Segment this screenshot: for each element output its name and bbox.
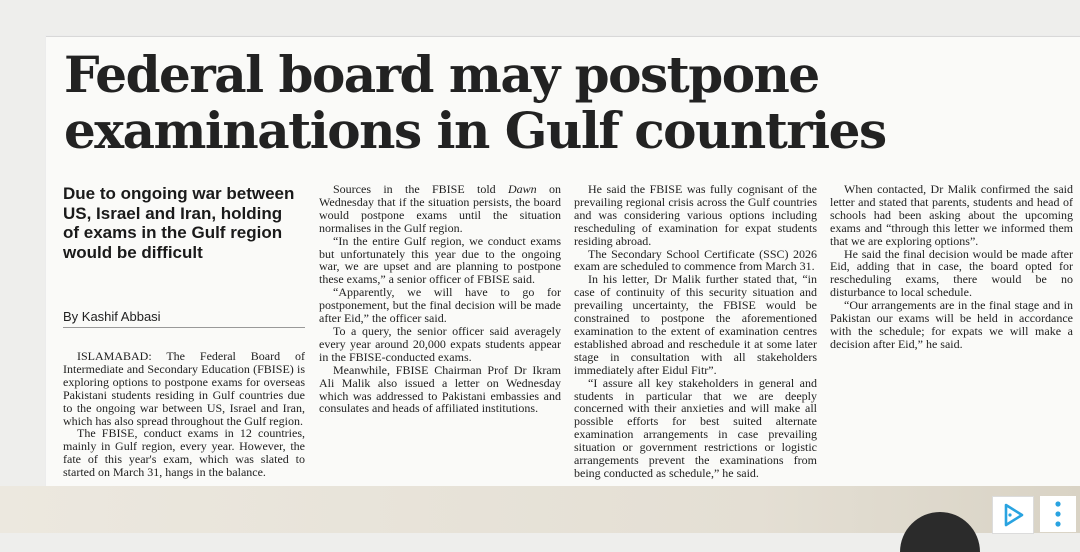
paragraph: “In the entire Gulf region, we conduct exams but unfortunately this year due to the ongoing war, we are upset and are planning to postpone these exams,” a senior officer of FBISE said. (319, 233, 561, 287)
paragraph: ISLAMABAD: The Federal Board of Intermediate and Secondary Education (FBISE) is exploring options to postpone exams for overseas Pakistani students residing in Gulf countries due to the ongoing war between US, Israel and Iran, which has also spread throughout the Gulf region. (63, 350, 305, 428)
play-triangle-icon (1000, 502, 1026, 528)
column-4 (830, 183, 1073, 483)
column-2 (319, 183, 561, 483)
newspaper-clipping (46, 36, 1080, 487)
paragraph: To a query, the senior officer said averagely every year around 20,000 expats students appear in the FBISE-conducted exams. (319, 323, 561, 364)
paragraph: “Apparently, we will have to go for postponement, but the final decision will be made after Eid,” the officer said. (319, 285, 561, 326)
newspaper-name: Dawn (508, 183, 537, 196)
ad-choices-button[interactable] (992, 496, 1034, 534)
paragraph: He said the final decision would be made after Eid, adding that in case, the board opted for rescheduling exams, there would be no disturbance to local schedule. (830, 246, 1073, 300)
paragraph: The FBISE, conduct exams in 12 countries, mainly in Gulf region, every year. However, the fate of this year's exam, which was slated to started on March 31, hangs in the balance. (63, 426, 305, 480)
paragraph: “I assure all key stakeholders in general and students in particular that we are deeply concerned with their anxieties and will make all possible efforts for best suited alternate examination arrangements in case prevailing situation or government restrictions or logistic arrangements prevent the examinations from being conducted as schedule,” he said. (574, 375, 817, 480)
headline (64, 47, 1054, 159)
byline-divider (63, 327, 305, 328)
column-1 (63, 350, 305, 485)
column-3 (574, 183, 817, 483)
paragraph: “Our arrangements are in the final stage and in Pakistan our exams will be held in accordance with the schedule; for expats we will make a decision after Eid,” he said. (830, 298, 1073, 351)
paragraph-text: Sources in the FBISE told (333, 183, 496, 196)
paragraph: Meanwhile, FBISE Chairman Prof Dr Ikram Ali Malik also issued a letter on Wednesday which was addressed to Pakistani embassies and consulates and heads of affiliated institutions. (319, 362, 561, 416)
paragraph: He said the FBISE was fully cognisant of the prevailing regional crisis across the Gulf countries and was considering various options including rescheduling of examination for expat students residing abroad. (574, 183, 817, 248)
paragraph: In his letter, Dr Malik further stated that, “in case of continuity of this security situation and prevailing uncertainty, the FBISE would be constrained to postpone the aforementioned examination to the extent of examination centres established abroad and reschedule it at some later stage in consultation with all stakeholders immediately after Eidul Fitr”. (574, 272, 817, 377)
ad-options-button[interactable] (1040, 496, 1076, 532)
paragraph: When contacted, Dr Malik confirmed the said letter and stated that parents, students and head of schools had been asking about the upcoming exams and “through this letter we informed them that we are exploring options”. (830, 183, 1073, 248)
byline: By Kashif Abbasi (63, 309, 161, 324)
headline-line-1: Federal board may postpone (64, 45, 819, 104)
paragraph-text: on Wednesday that if the situation persists, the board would postpone exams until the situation normalises in the Gulf region. (319, 183, 561, 235)
kebab-menu-icon (1053, 500, 1063, 528)
deck-subheading: Due to ongoing war between US, Israel and Iran, holding of exams in the Gulf region would be difficult (63, 184, 295, 262)
paragraph: The Secondary School Certificate (SSC) 2026 exam are scheduled to commence from March 31. (574, 246, 817, 274)
headline-line-2: examinations in Gulf countries (64, 101, 886, 160)
paragraph (319, 183, 561, 235)
